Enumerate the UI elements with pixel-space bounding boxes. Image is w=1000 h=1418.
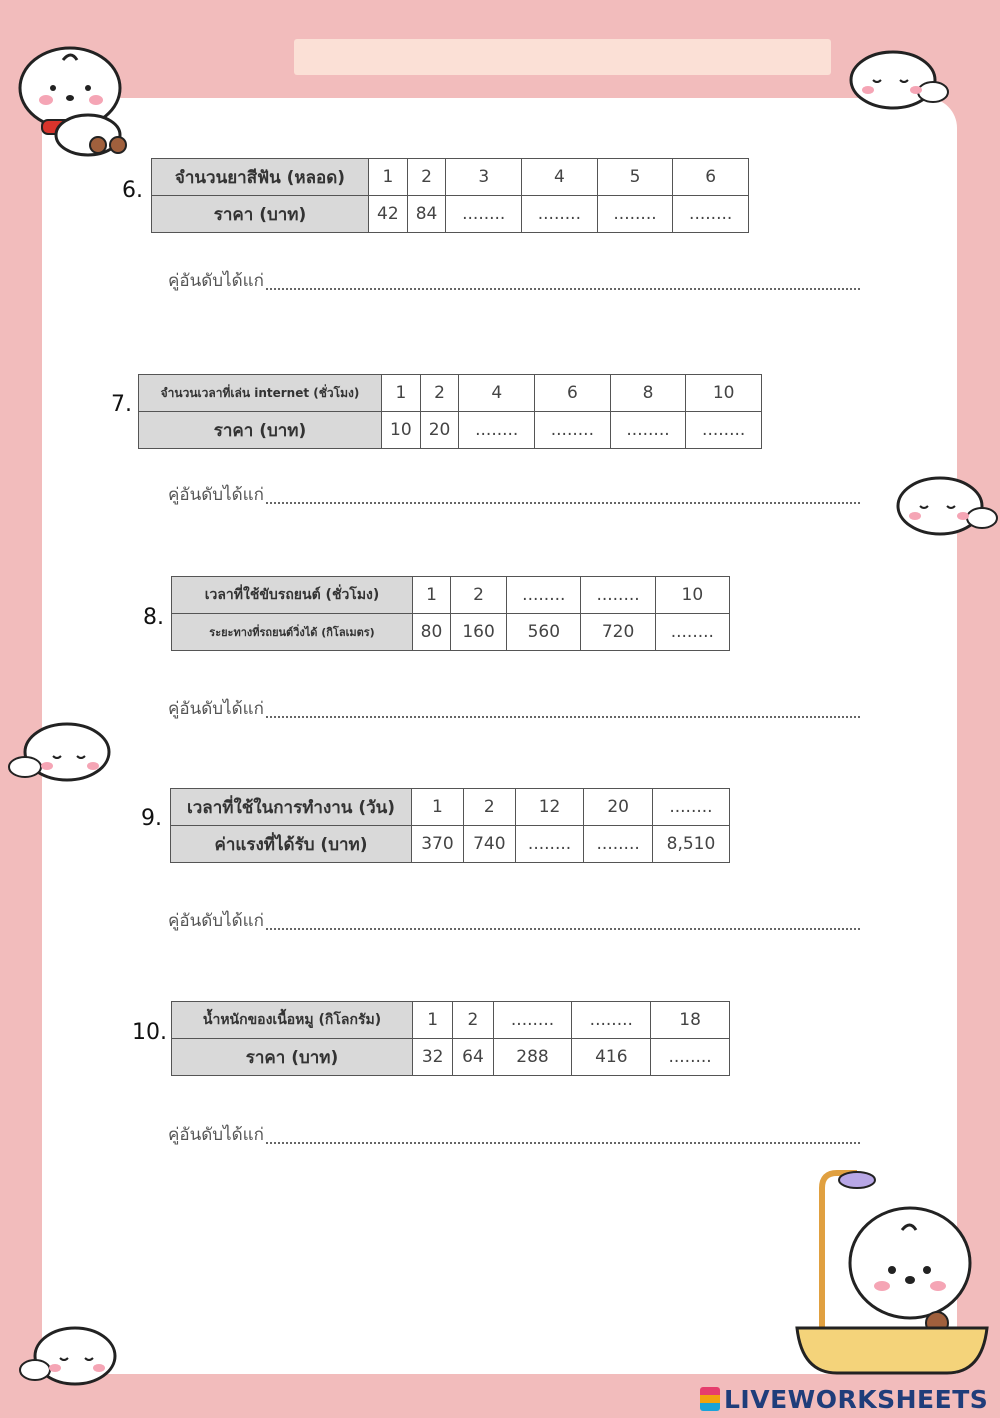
table-cell: 3 [446, 159, 522, 196]
liveworksheets-logo[interactable] [700, 1383, 988, 1415]
answer-blank-cell[interactable]: ........ [446, 196, 522, 233]
answer-label: คู่อันดับได้แก่ [168, 699, 264, 719]
table-cell: 20 [420, 412, 459, 449]
title-bar [294, 39, 831, 75]
table-cell: 1 [413, 577, 451, 614]
table-cell: 2 [453, 1002, 493, 1039]
answer-blank-cell[interactable]: ........ [459, 412, 535, 449]
table-cell: 560 [507, 614, 581, 651]
table-cell: 42 [369, 196, 408, 233]
table-cell: 1 [369, 159, 408, 196]
sheep-mascot-top-right-icon [838, 42, 953, 112]
table-cell: 6 [673, 159, 749, 196]
row-header-price: ราคา (บาท) [139, 412, 382, 449]
table-cell: 1 [413, 1002, 453, 1039]
answer-blank-cell[interactable]: ........ [572, 1002, 651, 1039]
table-cell: 84 [407, 196, 446, 233]
answer-blank-cell[interactable]: ........ [507, 577, 581, 614]
answer-blank-cell[interactable]: ........ [686, 412, 762, 449]
table-cell: 12 [515, 789, 584, 826]
table-cell: 8,510 [652, 826, 729, 863]
table-cell: 64 [453, 1039, 493, 1076]
answer-label: คู่อันดับได้แก่ [168, 485, 264, 505]
answer-line-10[interactable] [168, 1124, 860, 1148]
table-cell: 80 [413, 614, 451, 651]
answer-blank-cell[interactable]: ........ [584, 826, 653, 863]
table-cell: 416 [572, 1039, 651, 1076]
question-number-8: 8. [143, 605, 164, 630]
answer-line-9[interactable] [168, 910, 860, 934]
answer-line-7[interactable] [168, 484, 860, 508]
answer-blank-cell[interactable]: ........ [610, 412, 686, 449]
answer-blank-cell[interactable]: ........ [522, 196, 598, 233]
answer-label: คู่อันดับได้แก่ [168, 1125, 264, 1145]
table-cell: 1 [382, 375, 421, 412]
table-cell: 370 [412, 826, 464, 863]
table-cell: 1 [412, 789, 464, 826]
table-cell: 740 [463, 826, 515, 863]
answer-blank-cell[interactable]: ........ [652, 789, 729, 826]
answer-label: คู่อันดับได้แก่ [168, 911, 264, 931]
row-header-price: ราคา (บาท) [172, 1039, 413, 1076]
table-cell: 720 [581, 614, 655, 651]
table-cell: 4 [522, 159, 598, 196]
question-number-6: 6. [122, 178, 143, 203]
table-cell: 8 [610, 375, 686, 412]
table-cell: 2 [420, 375, 459, 412]
data-table-8 [171, 576, 730, 651]
data-table-10 [171, 1001, 730, 1076]
table-cell: 160 [451, 614, 507, 651]
table-cell: 5 [597, 159, 673, 196]
data-table-6 [151, 158, 749, 233]
answer-blank-cell[interactable]: ........ [651, 1039, 730, 1076]
table-cell: 20 [584, 789, 653, 826]
answer-blank-cell[interactable]: ........ [597, 196, 673, 233]
logo-text: LIVEWORKSHEETS [724, 1384, 989, 1414]
table-cell: 32 [413, 1039, 453, 1076]
sheep-mascot-bottom-left-icon [15, 1318, 120, 1390]
table-cell: 10 [382, 412, 421, 449]
data-table-9 [170, 788, 730, 863]
table-cell: 2 [463, 789, 515, 826]
live-badge-icon [700, 1387, 720, 1411]
answer-line-8[interactable] [168, 698, 860, 722]
sheep-mascot-left-icon [5, 712, 115, 787]
table-cell: 2 [407, 159, 446, 196]
answer-blank-cell[interactable]: ........ [581, 577, 655, 614]
answer-blank-cell[interactable]: ........ [535, 412, 611, 449]
data-table-7 [138, 374, 762, 449]
question-number-10: 10. [132, 1020, 167, 1045]
answer-blank-cell[interactable]: ........ [673, 196, 749, 233]
table-cell: 2 [451, 577, 507, 614]
answer-blank-cell[interactable]: ........ [655, 614, 729, 651]
row-header-quantity: จำนวนยาสีฟัน (หลอด) [152, 159, 369, 196]
table-cell: 10 [655, 577, 729, 614]
row-header-time: เวลาที่ใช้ขับรถยนต์ (ชั่วโมง) [172, 577, 413, 614]
answer-line-6[interactable] [168, 270, 860, 294]
sheep-mascot-right-icon [890, 468, 1000, 538]
row-header-days: เวลาที่ใช้ในการทำงาน (วัน) [171, 789, 412, 826]
answer-blank-cell[interactable]: ........ [493, 1002, 572, 1039]
sheep-mascot-top-left-icon [8, 20, 133, 160]
row-header-time: จำนวนเวลาที่เล่น internet (ชั่วโมง) [139, 375, 382, 412]
sheep-in-bathtub-icon [792, 1168, 992, 1378]
row-header-wage: ค่าแรงที่ได้รับ (บาท) [171, 826, 412, 863]
row-header-weight: น้ำหนักของเนื้อหมู (กิโลกรัม) [172, 1002, 413, 1039]
table-cell: 4 [459, 375, 535, 412]
question-number-9: 9. [141, 806, 162, 831]
row-header-distance: ระยะทางที่รถยนต์วิ่งได้ (กิโลเมตร) [172, 614, 413, 651]
table-cell: 288 [493, 1039, 572, 1076]
answer-blank-cell[interactable]: ........ [515, 826, 584, 863]
answer-label: คู่อันดับได้แก่ [168, 271, 264, 291]
table-cell: 10 [686, 375, 762, 412]
question-number-7: 7. [111, 392, 132, 417]
table-cell: 6 [535, 375, 611, 412]
table-cell: 18 [651, 1002, 730, 1039]
row-header-price: ราคา (บาท) [152, 196, 369, 233]
